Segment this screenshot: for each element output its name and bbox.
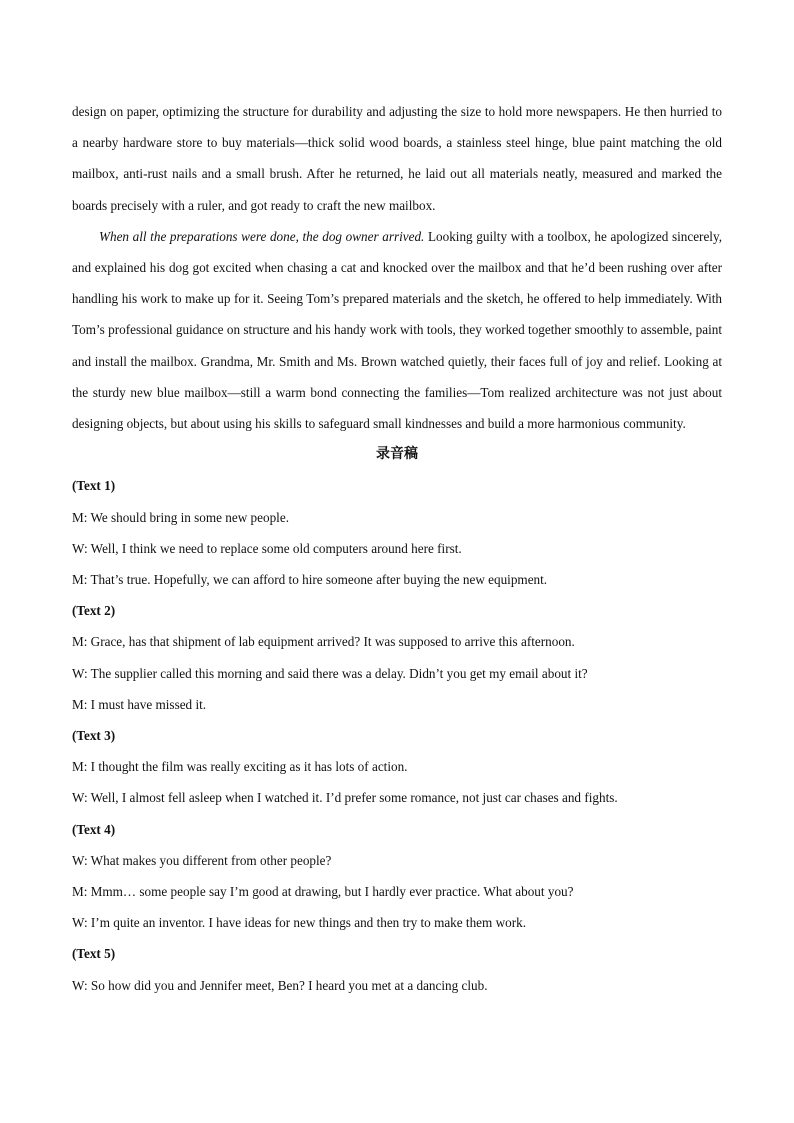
transcript-title: 录音稿	[376, 446, 418, 463]
dialogue-line: W: What makes you different from other people?	[72, 852, 332, 868]
passage-paragraph-2-text: Looking guilty with a toolbox, he apologized sincerely, and explained his dog got excited when chasing a cat and knocked over the mailbox and that he’d been rushing over after handling his work to make up for it. Seeing Tom’s prepared materials and the sketch, he offered to help immediately. With Tom’s professional guidance on structure and his handy work with tools, they worked together smoothly to assemble, paint and install the mailbox. Grandma, Mr. Smith and Ms. Brown watched quietly, their faces full of joy and relief. Looking at the sturdy new blue mailbox—still a warm bond connecting the families—Tom realized architecture was not just about designing objects, but about using his skills to safeguard small kindnesses and build a more harmonious community.	[72, 228, 722, 432]
transcript-text-1	[72, 470, 722, 595]
dialogue-line: W: Well, I think we need to replace some old computers around here first.	[72, 540, 462, 556]
passage-paragraph-1: design on paper, optimizing the structure for durability and adjusting the size to hold more newspapers. He then hurried to a nearby hardware store to buy materials—thick solid wood boards, a stainless steel hinge, blue paint matching the old mailbox, anti-rust nails and a small brush. After he returned, he laid out all materials neatly, measured and marked the boards precisely with a ruler, and got ready to craft the new mailbox.	[72, 104, 722, 213]
dialogue-line: M: We should bring in some new people.	[72, 509, 289, 525]
dialogue-line: W: So how did you and Jennifer meet, Ben? I heard you met at a dancing club.	[72, 977, 488, 993]
document-page	[72, 96, 722, 1001]
passage-paragraph-2	[72, 221, 722, 439]
dialogue-line: W: Well, I almost fell asleep when I watched it. I’d prefer some romance, not just car chases and fights.	[72, 790, 618, 806]
text-label: (Text 5)	[72, 946, 116, 962]
text-label: (Text 1)	[72, 478, 116, 494]
dialogue-line: M: I thought the film was really exciting as it has lots of action.	[72, 759, 408, 775]
transcript-text-3	[72, 720, 722, 814]
dialogue-line: W: I’m quite an inventor. I have ideas for new things and then try to make them work.	[72, 915, 526, 931]
dialogue-line: M: I must have missed it.	[72, 696, 207, 712]
dialogue-line: M: Mmm… some people say I’m good at drawing, but I hardly ever practice. What about you?	[72, 884, 574, 900]
text-label: (Text 4)	[72, 821, 116, 837]
passage-italic-sentence: When all the preparations were done, the dog owner arrived.	[99, 228, 425, 244]
dialogue-line: W: The supplier called this morning and said there was a delay. Didn’t you get my email about it?	[72, 665, 588, 681]
text-label: (Text 2)	[72, 603, 116, 619]
dialogue-line: M: That’s true. Hopefully, we can afford to hire someone after buying the new equipment.	[72, 572, 548, 588]
text-label: (Text 3)	[72, 728, 116, 744]
dialogue-line: M: Grace, has that shipment of lab equipment arrived? It was supposed to arrive this afternoon.	[72, 634, 575, 650]
transcript-text-2	[72, 595, 722, 720]
transcript-text-5	[72, 938, 722, 1000]
transcript-text-4	[72, 814, 722, 939]
